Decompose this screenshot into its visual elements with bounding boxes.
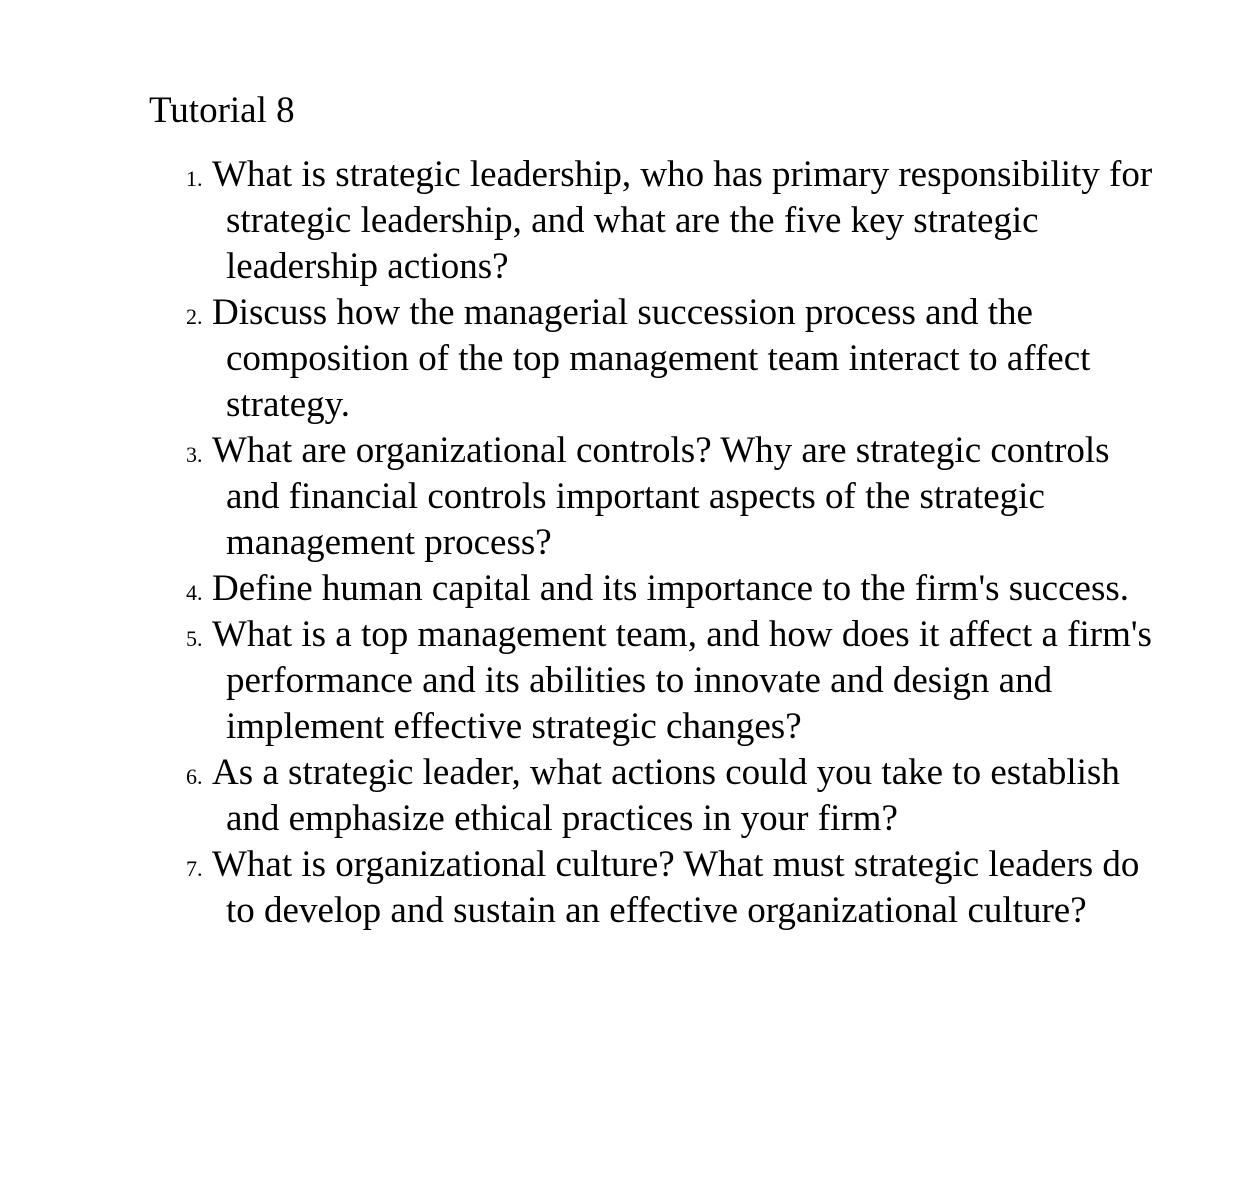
question-number: 1. bbox=[186, 166, 203, 191]
page-title: Tutorial 8 bbox=[149, 90, 295, 131]
question-text: What are organizational controls? Why are strategic controls and financial controls important aspects of the strategic management process? bbox=[212, 430, 1110, 563]
question-number: 5. bbox=[186, 626, 203, 651]
question-item-1 bbox=[0, 152, 1166, 290]
question-item-3 bbox=[0, 428, 1166, 566]
question-item-7 bbox=[0, 842, 1166, 934]
question-text: As a strategic leader, what actions could you take to establish and emphasize ethical practices in your firm? bbox=[212, 752, 1120, 839]
question-text: What is strategic leadership, who has primary responsibility for strategic leadership, and what are the five key strategic leadership actions? bbox=[212, 154, 1153, 287]
question-text: What is a top management team, and how does it affect a firm's performance and its abilities to innovate and design and implement effective strategic changes? bbox=[212, 614, 1152, 747]
question-number: 7. bbox=[186, 856, 203, 881]
question-text: What is organizational culture? What must strategic leaders do to develop and sustain an effective organizational culture? bbox=[212, 844, 1140, 931]
question-text: Define human capital and its importance to the firm's success. bbox=[212, 568, 1129, 609]
question-item-2 bbox=[0, 290, 1166, 428]
question-item-5 bbox=[0, 612, 1166, 750]
question-list bbox=[0, 152, 1245, 934]
question-number: 3. bbox=[186, 442, 203, 467]
question-item-6 bbox=[0, 750, 1166, 842]
question-number: 6. bbox=[186, 764, 203, 789]
question-text: Discuss how the managerial succession process and the composition of the top management team interact to affect strategy. bbox=[212, 292, 1091, 425]
question-number: 4. bbox=[186, 580, 203, 605]
question-number: 2. bbox=[186, 304, 203, 329]
question-item-4 bbox=[0, 566, 1166, 612]
